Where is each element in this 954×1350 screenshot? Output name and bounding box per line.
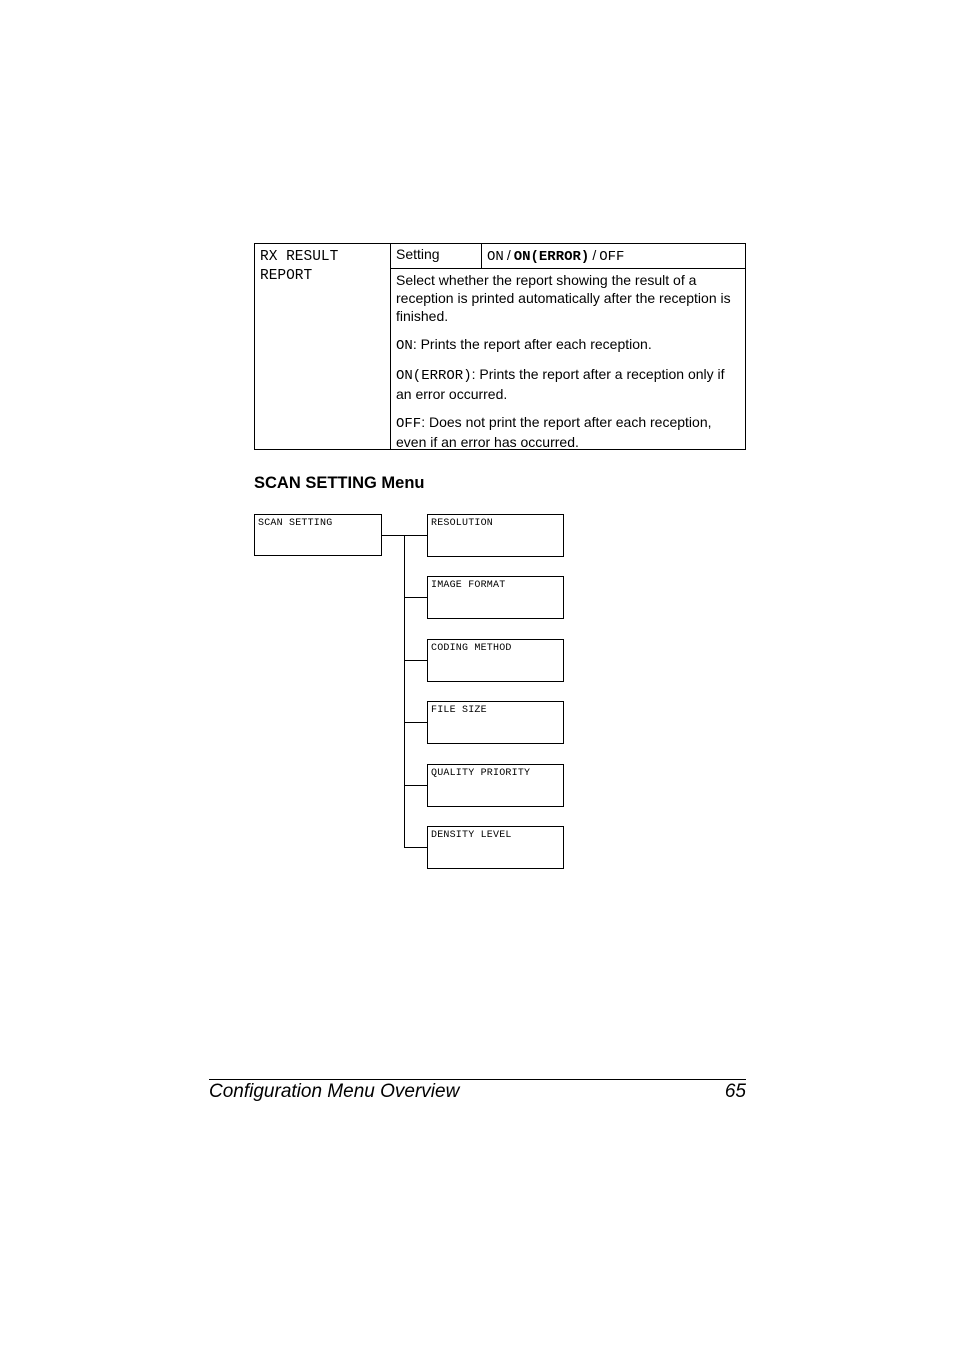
option-on bbox=[396, 335, 741, 355]
footer-title: Configuration Menu Overview bbox=[209, 1081, 460, 1102]
setting-description bbox=[391, 269, 745, 449]
footer-rule bbox=[209, 1079, 746, 1080]
tree-item-image-format: IMAGE FORMAT bbox=[427, 576, 564, 619]
tree-item-quality-priority: QUALITY PRIORITY bbox=[427, 764, 564, 807]
value-off: OFF bbox=[599, 249, 625, 265]
option-text: : Prints the report after a reception only if an error occurred. bbox=[396, 366, 725, 402]
option-code: OFF bbox=[396, 416, 422, 432]
tree-item-coding-method: CODING METHOD bbox=[427, 639, 564, 682]
tree-connector-branch bbox=[404, 597, 427, 598]
value-separator: / bbox=[506, 247, 511, 263]
value-on: ON bbox=[487, 249, 504, 265]
rx-name-line1: RX RESULT bbox=[260, 249, 339, 265]
tree-item-file-size: FILE SIZE bbox=[427, 701, 564, 744]
tree-item-density-level: DENSITY LEVEL bbox=[427, 826, 564, 869]
tree-connector-branch bbox=[404, 722, 427, 723]
option-text: : Does not print the report after each reception, even if an error has occurred. bbox=[396, 414, 712, 450]
option-text: : Prints the report after each reception. bbox=[412, 336, 652, 352]
tree-connector-branch bbox=[404, 785, 427, 786]
section-heading: SCAN SETTING Menu bbox=[254, 474, 425, 492]
value-separator: / bbox=[592, 247, 597, 263]
tree-connector-branch bbox=[404, 847, 427, 848]
value-on-error-default: ON(ERROR) bbox=[513, 249, 590, 265]
option-off bbox=[396, 413, 741, 451]
page-number: 65 bbox=[724, 1081, 746, 1102]
setting-label: Setting bbox=[391, 244, 482, 269]
setting-values bbox=[482, 244, 745, 269]
rx-result-report-table bbox=[254, 243, 746, 450]
description-text: Select whether the report showing the result of a reception is printed automatically after the reception is finished. bbox=[396, 272, 731, 324]
option-code: ON(ERROR) bbox=[396, 368, 472, 384]
tree-connector-vertical bbox=[404, 535, 405, 848]
tree-item-resolution: RESOLUTION bbox=[427, 514, 564, 557]
option-on-error bbox=[396, 365, 741, 403]
tree-connector-branch bbox=[404, 660, 427, 661]
tree-root-scan-setting: SCAN SETTING bbox=[254, 514, 382, 556]
option-code: ON bbox=[396, 338, 413, 354]
rx-result-report-name bbox=[255, 244, 391, 449]
rx-name-line2: REPORT bbox=[260, 268, 313, 284]
